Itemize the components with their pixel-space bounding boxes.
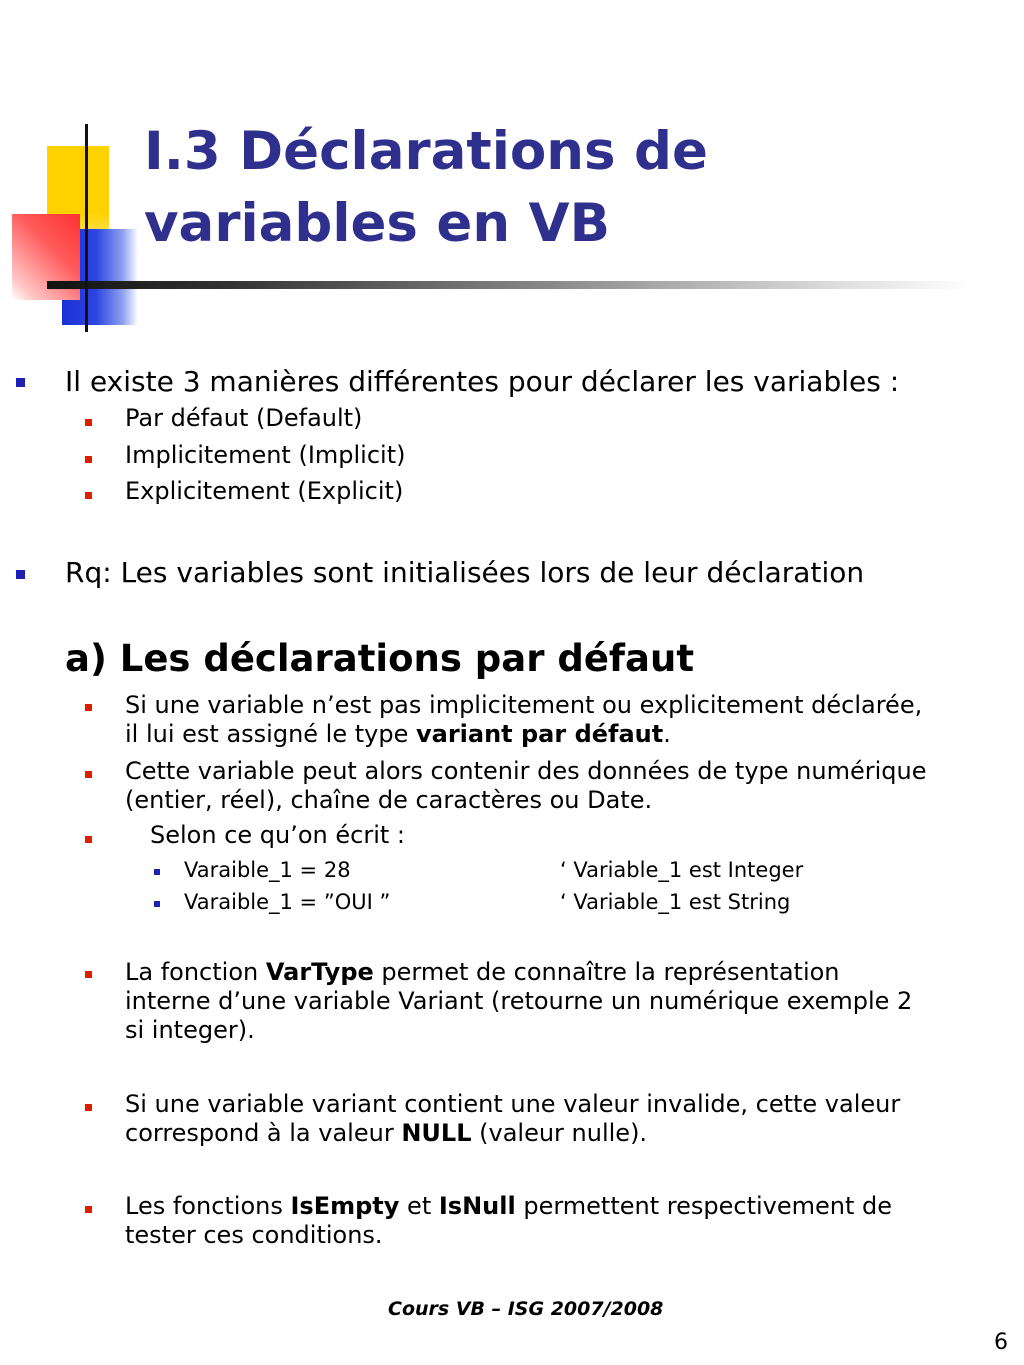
- null-keyword: NULL: [401, 1119, 472, 1147]
- vartype-keyword: VarType: [265, 958, 374, 986]
- isempty-keyword: IsEmpty: [290, 1192, 400, 1220]
- paragraph-2-line-1: Cette variable peut alors contenir des données de type numérique: [125, 757, 927, 785]
- slide-title-line-2: variables en VB: [144, 193, 610, 254]
- paragraph-3: Selon ce qu’on écrit :: [150, 821, 405, 849]
- square-bullet-icon: [154, 901, 160, 907]
- page-number: 6: [994, 1330, 1008, 1355]
- square-bullet-icon: [85, 704, 92, 711]
- paragraph-4-text-rest: permet de connaître la représentation: [373, 958, 840, 986]
- paragraph-4-line-3: si integer).: [125, 1016, 255, 1044]
- square-bullet-icon: [85, 836, 92, 843]
- footer-course-label: Cours VB – ISG 2007/2008: [388, 1298, 664, 1320]
- square-bullet-icon: [85, 456, 92, 463]
- example-2-code: Varaible_1 = ”OUI ”: [184, 890, 391, 914]
- paragraph-4-line-2: interne d’une variable Variant (retourne un numérique exemple 2: [125, 987, 913, 1015]
- slide-title: [144, 116, 708, 260]
- paragraph-1-end: .: [663, 720, 671, 748]
- paragraph-5-text: correspond à la valeur: [125, 1119, 402, 1147]
- square-bullet-icon: [85, 1206, 92, 1213]
- example-2-comment: ‘ Variable_1 est String: [560, 890, 791, 914]
- paragraph-5-line-2: [125, 1119, 647, 1148]
- title-underline-rule: [47, 281, 972, 289]
- square-bullet-icon: [154, 869, 160, 875]
- paragraph-6-line-1: [125, 1192, 892, 1221]
- square-bullet-icon: [16, 570, 25, 579]
- paragraph-2-line-2: (entier, réel), chaîne de caractères ou Date.: [125, 786, 653, 814]
- slide-title-line-1: I.3 Déclarations de: [144, 121, 708, 182]
- square-bullet-icon: [85, 971, 92, 978]
- intro-text: Il existe 3 manières différentes pour déclarer les variables :: [65, 365, 900, 398]
- square-bullet-icon: [85, 1104, 92, 1111]
- example-1-code: Varaible_1 = 28: [184, 858, 351, 882]
- paragraph-1-line-1: Si une variable n’est pas implicitement ou explicitement déclarée,: [125, 691, 923, 719]
- intro-item-explicit: Explicitement (Explicit): [125, 477, 404, 505]
- paragraph-4-text: La fonction: [125, 958, 266, 986]
- section-heading: a) Les déclarations par défaut: [65, 637, 694, 680]
- paragraph-6-text-rest: permettent respectivement de: [515, 1192, 893, 1220]
- intro-item-implicit: Implicitement (Implicit): [125, 441, 406, 469]
- paragraph-6-conjunction: et: [399, 1192, 439, 1220]
- example-1-comment: ‘ Variable_1 est Integer: [560, 858, 804, 882]
- paragraph-1-bold: variant par défaut: [415, 720, 664, 748]
- square-bullet-icon: [85, 419, 92, 426]
- remark-text: Rq: Les variables sont initialisées lors de leur déclaration: [65, 556, 865, 589]
- square-bullet-icon: [85, 771, 92, 778]
- paragraph-5-line-1: Si une variable variant contient une valeur invalide, cette valeur: [125, 1090, 901, 1118]
- paragraph-5-text-rest: (valeur nulle).: [471, 1119, 648, 1147]
- paragraph-1-line-2: [125, 720, 671, 749]
- intro-item-default: Par défaut (Default): [125, 404, 363, 432]
- vertical-rule: [85, 124, 88, 332]
- square-bullet-icon: [85, 492, 92, 499]
- paragraph-6-line-2: tester ces conditions.: [125, 1221, 383, 1249]
- paragraph-1-text: il lui est assigné le type: [125, 720, 416, 748]
- paragraph-6-text: Les fonctions: [125, 1192, 291, 1220]
- isnull-keyword: IsNull: [438, 1192, 516, 1220]
- square-bullet-icon: [16, 378, 25, 387]
- paragraph-4-line-1: [125, 958, 840, 987]
